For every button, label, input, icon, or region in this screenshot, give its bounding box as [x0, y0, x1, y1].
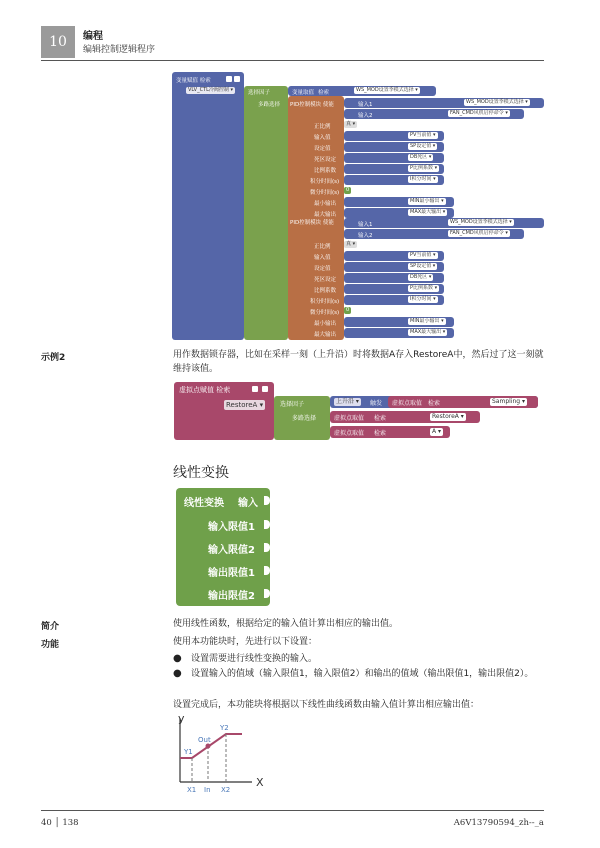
a-dropdown[interactable]: A ▾: [432, 428, 442, 435]
lin-out2-label: 输出限值2: [208, 591, 255, 602]
func-after-text: 设置完成后，本功能块将根据以下线性曲线函数由输入值计算出相应输出值：: [173, 700, 480, 710]
x2-label: X2: [221, 786, 231, 794]
input1-row-2[interactable]: [344, 218, 544, 228]
pv-dropdown[interactable]: PV当前值 ▾: [410, 252, 436, 258]
multi-label: 多路选择: [258, 102, 281, 108]
row-label: 微分时间(s): [310, 310, 340, 316]
lin-in1-label: 输入限值1: [208, 522, 255, 533]
selector-label: 选择因子: [280, 401, 305, 408]
input-socket[interactable]: [264, 566, 270, 575]
input1-label: 输入1: [358, 102, 373, 108]
example2-text: 用作数据锁存器，比如在采样一刻（上升沿）时将数据A存入RestoreA中，然后过了这一刻就维持该值。: [173, 350, 544, 374]
var-assign-label: 变量赋值 检索: [176, 78, 211, 84]
input-socket[interactable]: [264, 543, 270, 552]
doc-id: A6V13790594_zh--_a: [453, 818, 544, 828]
bullet-item: ● 设置需要进行线性变换的输入。: [173, 653, 318, 664]
min-dropdown[interactable]: MIN最小输出 ▾: [410, 318, 444, 324]
ws-mod-dropdown[interactable]: WS_MOD设置季模式选择 ▾: [356, 87, 418, 93]
figure-pid-blocks: [172, 72, 552, 340]
pid-label-2: PID控制模块 使能: [290, 220, 334, 226]
var-get-label: 变量取值: [292, 90, 315, 96]
i-dropdown[interactable]: I积分时间 ▾: [410, 176, 436, 182]
vp-assign-label: 虚拟点赋值 检索: [179, 386, 231, 394]
x-label: X: [256, 776, 264, 789]
page-number: 40 │ 138: [41, 818, 79, 828]
pid-label-1: PID控制模块 使能: [290, 102, 334, 108]
max-dropdown[interactable]: MAX最大输出 ▾: [410, 209, 446, 215]
row-label: 死区设定: [314, 157, 337, 163]
out-label: Out: [198, 736, 211, 744]
input-socket[interactable]: [264, 520, 270, 529]
row-label: 设定值: [314, 146, 331, 152]
sampling-dropdown[interactable]: Sampling ▾: [492, 398, 526, 405]
p-dropdown[interactable]: P比例系数 ▾: [410, 285, 438, 291]
input1-label-2: 输入1: [358, 222, 373, 228]
zero-value[interactable]: 0: [346, 187, 350, 193]
row-label: 比例系数: [314, 168, 337, 174]
selector-block[interactable]: [244, 86, 288, 340]
true-dropdown[interactable]: 真 ▾: [346, 241, 356, 247]
row-label: 输入值: [314, 135, 331, 141]
rise-dropdown[interactable]: 上升沿 ▾: [336, 398, 359, 405]
var-assign-block[interactable]: [172, 72, 244, 340]
db-dropdown[interactable]: DB死区 ▾: [410, 154, 432, 160]
lin-input-label: 输入: [238, 498, 258, 509]
selector-label: 选择因子: [248, 90, 271, 96]
in-label: In: [204, 786, 211, 794]
chapter-number: 10: [41, 26, 75, 58]
input2-label: 输入2: [358, 113, 373, 119]
trigger-label: 触发: [370, 400, 383, 407]
search-icon[interactable]: [262, 386, 268, 392]
vp-get-label: 虚拟点取值: [392, 400, 423, 407]
true-dropdown[interactable]: 真 ▾: [346, 121, 356, 127]
row-label: 最小输出: [314, 201, 337, 207]
linear-graph: [172, 712, 272, 802]
y1-label: Y1: [184, 748, 193, 756]
bullet-text: 设置输入的值域（输入限值1，输入限值2）和输出的值域（输出限值1，输出限值2）。: [191, 669, 534, 679]
row-label: 积分时间(s): [310, 179, 340, 185]
i-dropdown[interactable]: I积分时间 ▾: [410, 296, 436, 302]
multi-label: 多路选择: [292, 415, 317, 422]
fan-dropdown[interactable]: FAN_CMD风机启停命令 ▾: [450, 110, 508, 116]
bullet-item: ● 设置输入的值域（输入限值1，输入限值2）和输出的值域（输出限值1，输出限值2）。: [173, 668, 534, 679]
footer-rule: [41, 810, 544, 811]
lin-out1-label: 输出限值1: [208, 568, 255, 579]
intro-text: 使用线性函数，根据给定的输入值计算出相应的输出值。: [173, 619, 399, 629]
x1-label: X1: [187, 786, 197, 794]
y2-label: Y2: [220, 724, 229, 732]
ws-mod-dropdown-3[interactable]: WS_MOD设置季模式选择 ▾: [450, 219, 512, 225]
max-dropdown[interactable]: MAX最大输出 ▾: [410, 329, 446, 335]
db-dropdown[interactable]: DB死区 ▾: [410, 274, 432, 280]
figure-latch-blocks: [174, 382, 544, 440]
fan-dropdown-2[interactable]: FAN_CMD风机启停命令 ▾: [450, 230, 508, 236]
ws-mod-dropdown-2[interactable]: WS_MOD设置季模式选择 ▾: [466, 99, 528, 105]
func-label: 功能: [41, 640, 60, 650]
header-rule: [41, 60, 544, 61]
row-label: 比例系数: [314, 288, 337, 294]
row-label: 正比例: [314, 244, 331, 250]
pv-dropdown[interactable]: PV当前值 ▾: [410, 132, 436, 138]
vp-get-label: 虚拟点取值: [334, 430, 365, 437]
p-dropdown[interactable]: P比例系数 ▾: [410, 165, 438, 171]
intro-label: 简介: [41, 622, 60, 632]
sp-dropdown[interactable]: SP设定值 ▾: [410, 143, 436, 149]
row-label: 最大输出: [314, 332, 337, 338]
gear-icon[interactable]: [226, 76, 232, 82]
sp-dropdown[interactable]: SP设定值 ▾: [410, 263, 436, 269]
func-text: 使用本功能块时，先进行以下设置：: [173, 637, 318, 647]
vp-get-label: 虚拟点取值: [334, 415, 365, 422]
linear-transform-block[interactable]: [176, 488, 270, 606]
input-socket[interactable]: [264, 496, 270, 505]
min-dropdown[interactable]: MIN最小输出 ▾: [410, 198, 444, 204]
search-label: 检索: [428, 400, 441, 407]
search-icon[interactable]: [234, 76, 240, 82]
gear-icon[interactable]: [252, 386, 258, 392]
search-label: 检索: [318, 90, 330, 96]
lin-in2-label: 输入限值2: [208, 545, 255, 556]
zero-value[interactable]: 0: [346, 307, 350, 313]
section-title: 线性变换: [173, 465, 229, 481]
row-label: 正比例: [314, 124, 331, 130]
search-label: 检索: [374, 430, 387, 437]
var-name-dropdown[interactable]: VLV_CTL冷阀控制 ▾: [188, 87, 234, 93]
search-label: 检索: [374, 415, 387, 422]
input2-label-2: 输入2: [358, 233, 373, 239]
row-label: 微分时间(s): [310, 190, 340, 196]
out-point: [206, 744, 211, 749]
header-title: 编程: [83, 31, 103, 42]
restore2-dropdown[interactable]: RestoreA ▾: [432, 413, 464, 420]
row-label: 输入值: [314, 255, 331, 261]
lin-head-label: 线性变换: [184, 498, 224, 509]
header-subtitle: 编辑控制逻辑程序: [83, 45, 156, 55]
row-label: 最小输出: [314, 321, 337, 327]
example2-label: 示例2: [41, 353, 66, 363]
row-label: 最大输出: [314, 212, 337, 218]
restore-dropdown[interactable]: RestoreA ▾: [226, 401, 264, 409]
row-label: 死区设定: [314, 277, 337, 283]
bullet-text: 设置需要进行线性变换的输入。: [191, 654, 318, 664]
y-label: y: [178, 712, 185, 725]
row-label: 设定值: [314, 266, 331, 272]
input-socket[interactable]: [264, 589, 270, 598]
row-label: 积分时间(s): [310, 299, 340, 305]
